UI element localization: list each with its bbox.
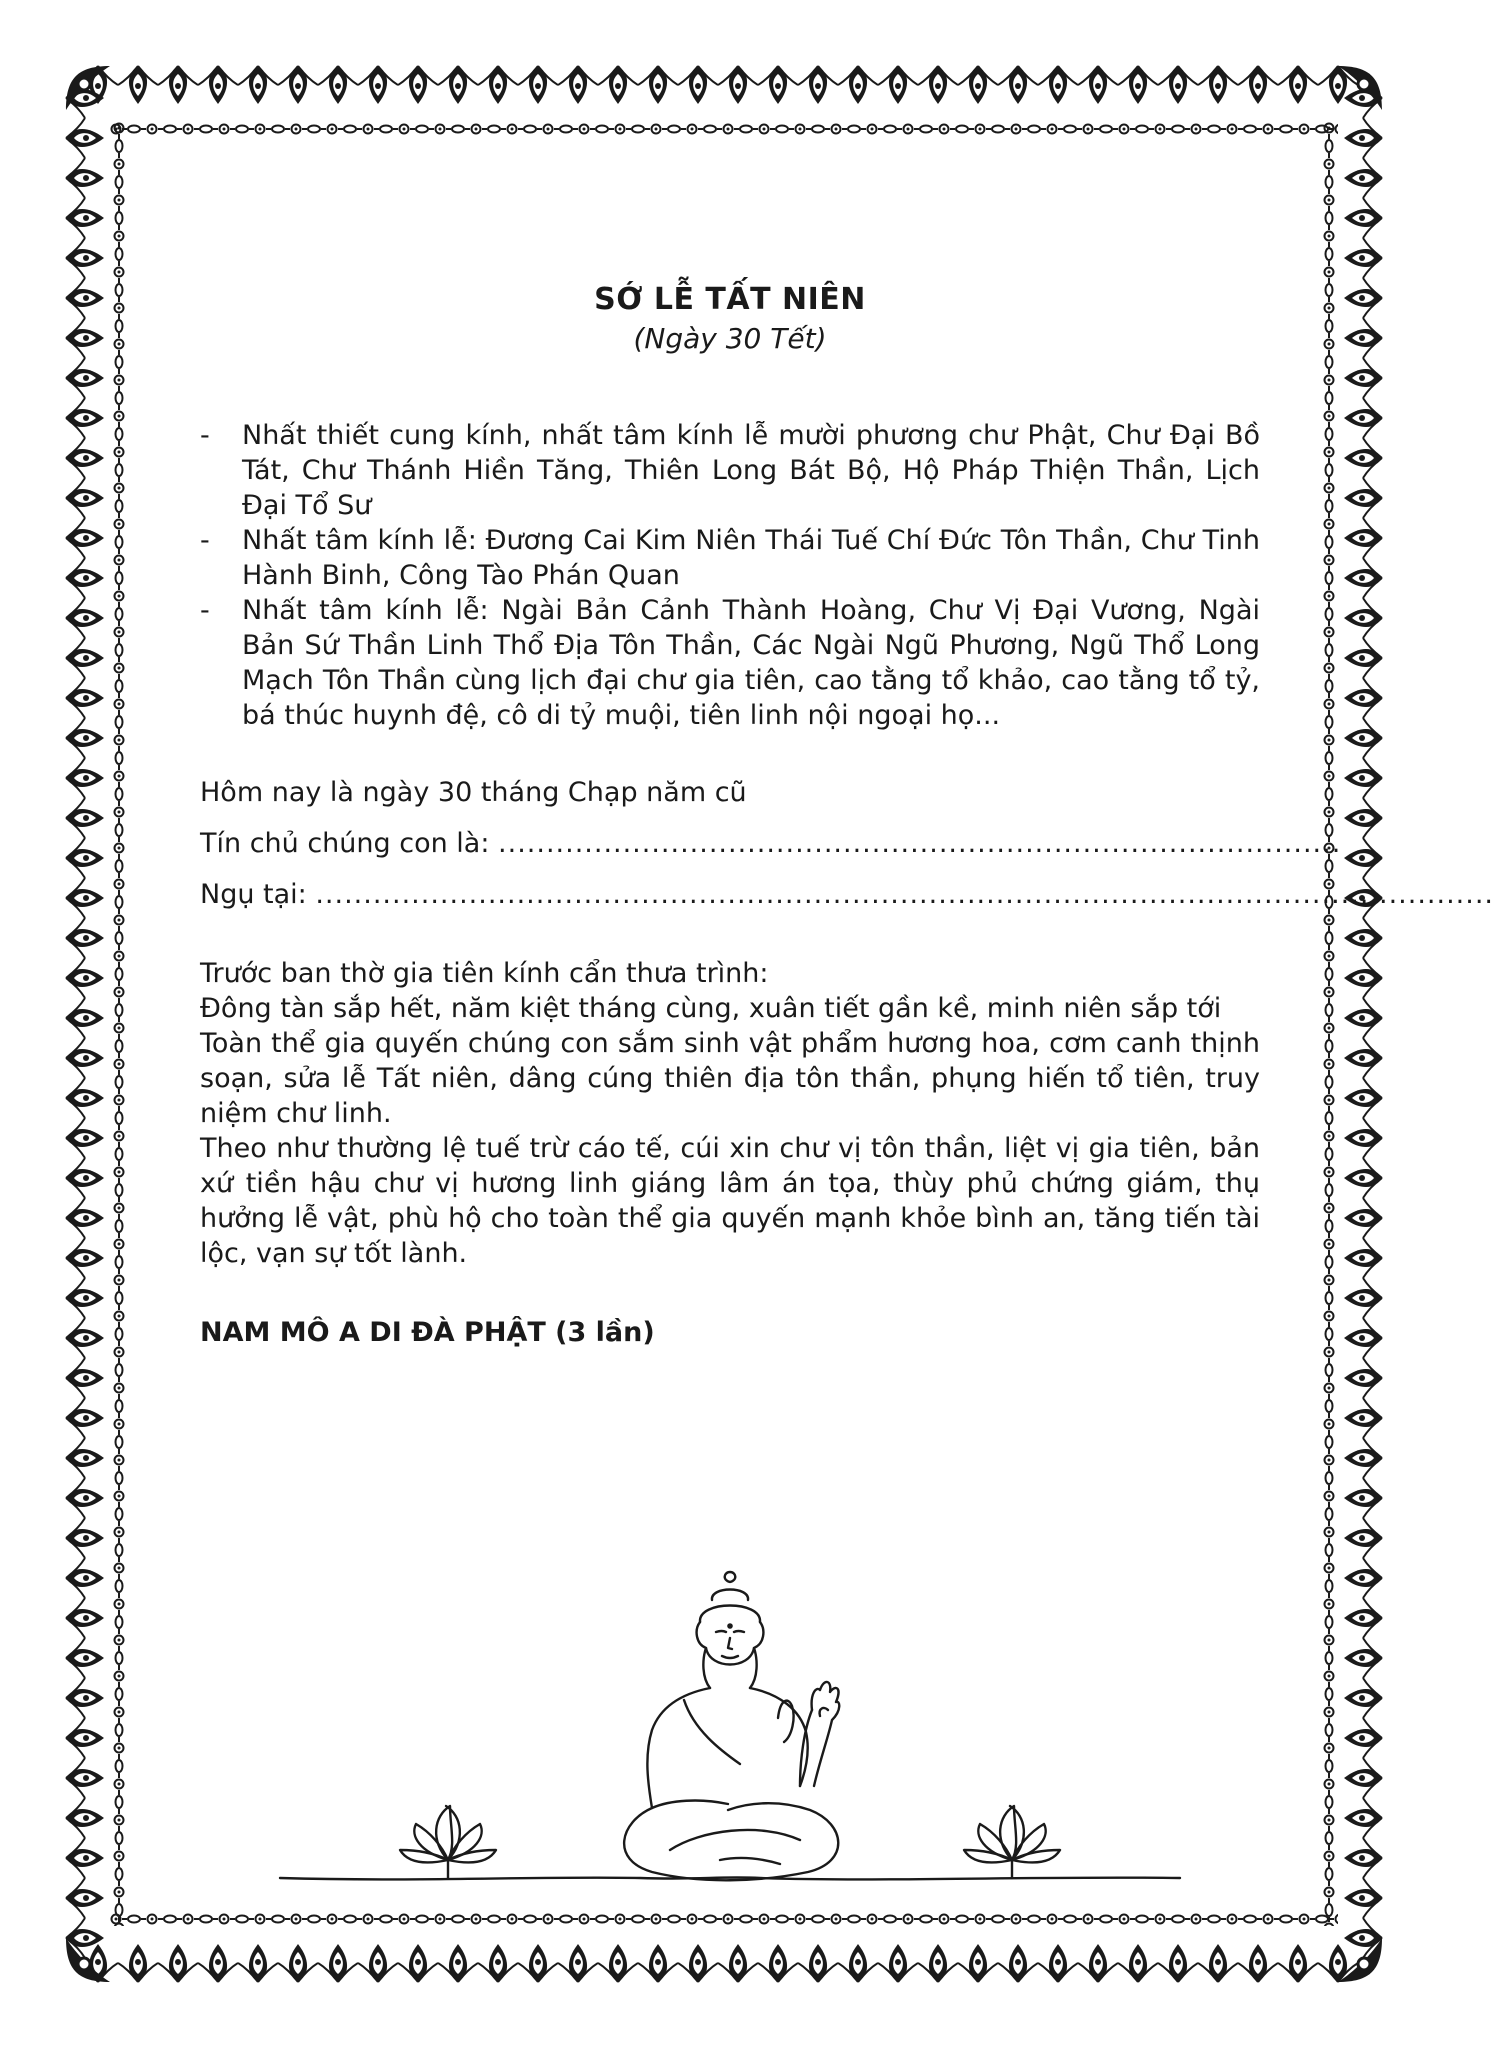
invocation-text: Nhất thiết cung kính, nhất tâm kính lễ mười phương chư Phật, Chư Đại Bồ Tát, Chư Thánh Hiền Tăng, Thiên Long Bát Bộ, Hộ Pháp Thiện Thần, Lịch Đại Tổ Sư <box>242 420 1260 521</box>
field-label: Ngụ tại: <box>200 879 316 910</box>
ornamental-border-top <box>78 62 1370 108</box>
field-label: Tín chủ chúng con là: <box>200 828 499 859</box>
ornamental-border-right <box>1340 78 1386 1970</box>
bullet-dash: - <box>200 525 210 556</box>
body-paragraph: Theo như thường lệ tuế trừ cáo tế, cúi xin chư vị tôn thần, liệt vị gia tiên, bản xứ tiền hậu chư vị hương linh giáng lâm án tọa, thùy phủ chứng giám, thụ hưởng lễ vật, phù hộ cho toàn thể gia quyến mạnh khỏe bình an, tăng tiến tài lộc, vạn sự tốt lành. <box>200 1133 1260 1269</box>
fill-in-blank: ........................................................................................................................... <box>315 879 1494 910</box>
bullet-dash: - <box>200 595 210 626</box>
document-subtitle: (Ngày 30 Tết) <box>633 322 827 355</box>
invocation-list <box>200 418 1260 733</box>
prayer-document <box>200 280 1494 1377</box>
fill-in-blank: ........................................................................................ <box>498 828 1342 859</box>
body-paragraph: Toàn thể gia quyến chúng con sắm sinh vật phẩm hương hoa, cơm canh thịnh soạn, sửa lễ Tất niên, dâng cúng thiên địa tôn thần, phụng hiến tổ tiên, truy niệm chư linh. <box>200 1028 1260 1129</box>
bullet-dash: - <box>200 420 210 451</box>
devotee-name-field <box>200 826 1342 861</box>
corner-ornament-icon <box>1330 58 1390 118</box>
body-paragraph: Đông tàn sắp hết, năm kiệt tháng cùng, xuân tiết gần kề, minh niên sắp tới <box>200 993 1222 1024</box>
buddha-illustration <box>280 1560 1180 1920</box>
chain-border-top <box>110 122 1338 136</box>
invocation-item <box>200 593 1260 733</box>
invocation-text: Nhất tâm kính lễ: Đương Cai Kim Niên Thái Tuế Chí Đức Tôn Thần, Chư Tinh Hành Binh, Công Tào Phán Quan <box>242 525 1260 591</box>
residence-field <box>200 877 1494 912</box>
chain-border-right <box>1322 122 1336 1926</box>
document-title: SỚ LỄ TẤT NIÊN <box>594 282 866 317</box>
corner-ornament-icon <box>58 1930 118 1990</box>
invocation-item <box>200 523 1260 593</box>
chain-border-left <box>112 122 126 1926</box>
ornamental-border-bottom <box>78 1940 1370 1986</box>
corner-ornament-icon <box>58 58 118 118</box>
invocation-item <box>200 418 1260 523</box>
date-line: Hôm nay là ngày 30 tháng Chạp năm cũ <box>200 777 747 808</box>
prayer-body <box>200 956 1260 1271</box>
corner-ornament-icon <box>1330 1930 1390 1990</box>
body-paragraph: Trước ban thờ gia tiên kính cẩn thưa trình: <box>200 958 769 989</box>
invocation-text: Nhất tâm kính lễ: Ngài Bản Cảnh Thành Hoàng, Chư Vị Đại Vương, Ngài Bản Sứ Thần Linh Thổ Địa Tôn Thần, Các Ngài Ngũ Phương, Ngũ Thổ Long Mạch Tôn Thần cùng lịch đại chư gia tiên, cao tằng tổ khảo, cao tằng tổ tỷ, bá thúc huynh đệ, cô di tỷ muội, tiên linh nội ngoại họ... <box>242 595 1260 731</box>
closing-chant: NAM MÔ A DI ĐÀ PHẬT (3 lần) <box>200 1317 655 1348</box>
ornamental-border-left <box>62 78 108 1970</box>
